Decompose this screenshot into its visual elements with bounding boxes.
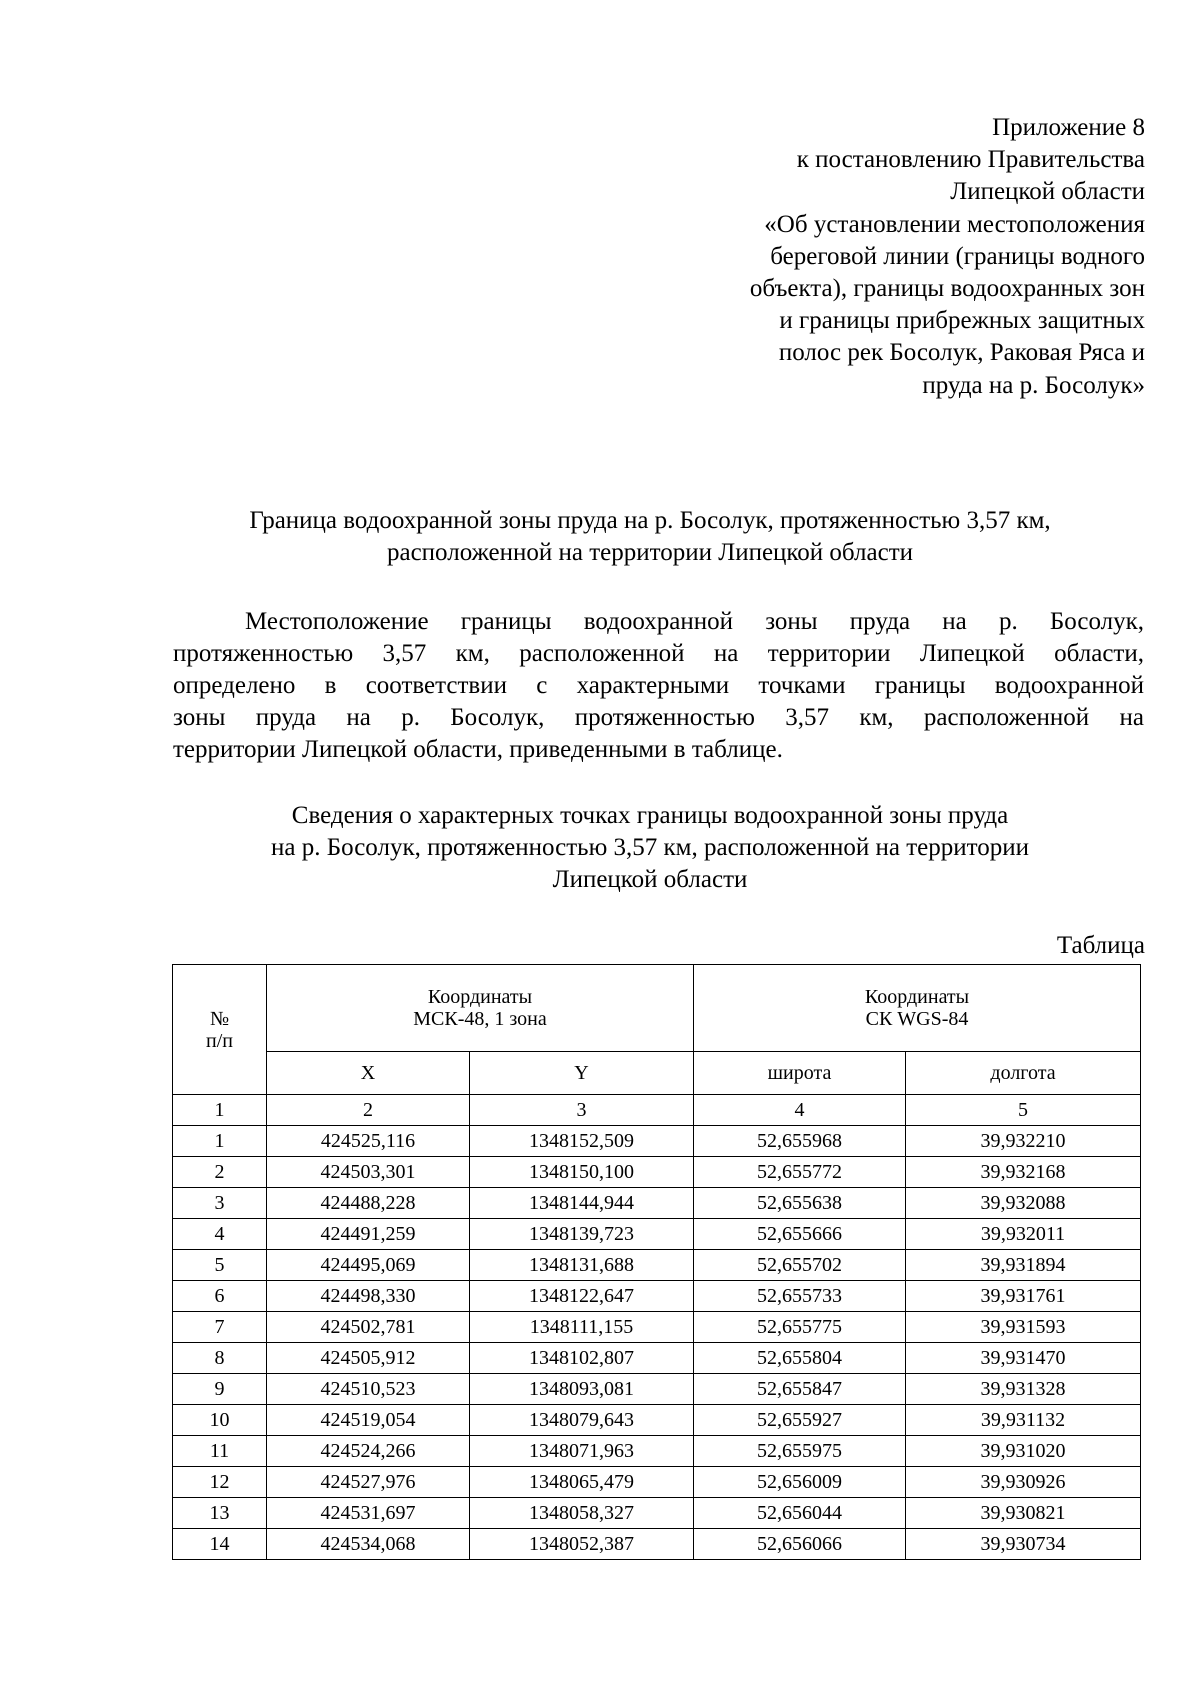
table-cell: 1348122,647 [470, 1281, 694, 1312]
paragraph-line: Местоположение границы водоохранной зоны пруда на р. Босолук, [245, 608, 1144, 635]
table-cell: 1348152,509 [470, 1126, 694, 1157]
column-number-cell: 4 [694, 1095, 906, 1126]
table-row [173, 1250, 1141, 1281]
table-cell: 1 [173, 1126, 267, 1157]
table-row [173, 1498, 1141, 1529]
table-cell: 424503,301 [267, 1157, 470, 1188]
table-cell: 52,655638 [694, 1188, 906, 1219]
table-cell: 4 [173, 1219, 267, 1250]
table-cell: 11 [173, 1436, 267, 1467]
table-cell: 52,655975 [694, 1436, 906, 1467]
table-cell: 1348093,081 [470, 1374, 694, 1405]
table-cell: 2 [173, 1157, 267, 1188]
coordinates-table [172, 964, 1141, 1560]
table-cell: 1348052,387 [470, 1529, 694, 1560]
table-cell: 39,931020 [906, 1436, 1141, 1467]
header-number: № п/п [173, 965, 267, 1095]
table-cell: 52,655666 [694, 1219, 906, 1250]
table-cell: 52,655772 [694, 1157, 906, 1188]
appendix-line: береговой линии (границы водного [770, 242, 1145, 270]
header-msk48: Координаты МСК-48, 1 зона [267, 965, 694, 1052]
table-cell: 424502,781 [267, 1312, 470, 1343]
table-cell: 424527,976 [267, 1467, 470, 1498]
table-cell: 1348150,100 [470, 1157, 694, 1188]
table-cell: 1348079,643 [470, 1405, 694, 1436]
table-row [173, 1219, 1141, 1250]
table-cell: 1348139,723 [470, 1219, 694, 1250]
table-row [173, 1281, 1141, 1312]
title-line-2: расположенной на территории Липецкой области [386, 539, 913, 566]
appendix-line: «Об установлении местоположения [764, 210, 1145, 238]
table-cell: 12 [173, 1467, 267, 1498]
table-cell: 52,655804 [694, 1343, 906, 1374]
appendix-line: и границы прибрежных защитных [779, 307, 1145, 335]
table-cell: 1348065,479 [470, 1467, 694, 1498]
table-row [173, 1405, 1141, 1436]
table-cell: 39,931894 [906, 1250, 1141, 1281]
header-latitude: широта [694, 1052, 906, 1095]
column-number-cell: 2 [267, 1095, 470, 1126]
table-cell: 39,931328 [906, 1374, 1141, 1405]
table-cell: 424498,330 [267, 1281, 470, 1312]
table-cell: 39,932088 [906, 1188, 1141, 1219]
caption-line-1: Сведения о характерных точках границы водоохранной зоны пруда [291, 802, 1009, 829]
appendix-line: пруда на р. Босолук» [922, 371, 1145, 399]
table-row [173, 1312, 1141, 1343]
table-cell: 1348071,963 [470, 1436, 694, 1467]
table-cell: 8 [173, 1343, 267, 1374]
column-number-cell: 5 [906, 1095, 1141, 1126]
caption-line-3: Липецкой области [552, 866, 748, 893]
table-cell: 6 [173, 1281, 267, 1312]
table-cell: 52,655847 [694, 1374, 906, 1405]
document-title [150, 505, 1150, 569]
table-cell: 39,930926 [906, 1467, 1141, 1498]
table-cell: 39,930734 [906, 1529, 1141, 1560]
appendix-line: объекта), границы водоохранных зон [749, 275, 1145, 303]
table-cell: 39,931132 [906, 1405, 1141, 1436]
table-row [173, 1467, 1141, 1498]
table-cell: 424488,228 [267, 1188, 470, 1219]
header-longitude: долгота [906, 1052, 1141, 1095]
table-cell: 7 [173, 1312, 267, 1343]
table-cell: 424491,259 [267, 1219, 470, 1250]
table-cell: 39,931470 [906, 1343, 1141, 1374]
title-line-1: Граница водоохранной зоны пруда на р. Босолук, протяженностью 3,57 км, [249, 507, 1051, 534]
table-row [173, 1436, 1141, 1467]
appendix-line: Липецкой области [950, 178, 1145, 206]
table-row [173, 1374, 1141, 1405]
table-cell: 1348144,944 [470, 1188, 694, 1219]
table-row [173, 1529, 1141, 1560]
table-row [173, 1157, 1141, 1188]
table-cell: 14 [173, 1529, 267, 1560]
paragraph-line: зоны пруда на р. Босолук, протяженностью 3,57 км, расположенной на [173, 704, 1144, 731]
table-cell: 5 [173, 1250, 267, 1281]
table-cell: 424510,523 [267, 1374, 470, 1405]
table-cell: 3 [173, 1188, 267, 1219]
body-paragraph [173, 606, 1144, 766]
table-cell: 424495,069 [267, 1250, 470, 1281]
table-cell: 52,655775 [694, 1312, 906, 1343]
table-cell: 424534,068 [267, 1529, 470, 1560]
appendix-heading [560, 112, 1145, 402]
table-cell: 424531,697 [267, 1498, 470, 1529]
column-number-cell: 3 [470, 1095, 694, 1126]
header-wgs84: Координаты СК WGS-84 [694, 965, 1141, 1052]
table-cell: 39,931761 [906, 1281, 1141, 1312]
table-cell: 52,656044 [694, 1498, 906, 1529]
table-cell: 424524,266 [267, 1436, 470, 1467]
table-row [173, 1188, 1141, 1219]
table-label: Таблица [1056, 932, 1145, 959]
table-cell: 1348131,688 [470, 1250, 694, 1281]
table-cell: 39,930821 [906, 1498, 1141, 1529]
table-cell: 424525,116 [267, 1126, 470, 1157]
paragraph-line: определено в соответствии с характерными точками границы водоохранной [173, 672, 1144, 699]
table-cell: 39,931593 [906, 1312, 1141, 1343]
appendix-line: к постановлению Правительства [796, 146, 1145, 174]
table-cell: 9 [173, 1374, 267, 1405]
paragraph-line: территории Липецкой области, приведенными в таблице. [173, 736, 783, 763]
table-body [173, 1126, 1141, 1560]
column-number-cell: 1 [173, 1095, 267, 1126]
table-cell: 1348058,327 [470, 1498, 694, 1529]
table-cell: 1348111,155 [470, 1312, 694, 1343]
table-cell: 39,932210 [906, 1126, 1141, 1157]
appendix-line: полос рек Босолук, Раковая Ряса и [778, 339, 1145, 367]
table-cell: 10 [173, 1405, 267, 1436]
table-cell: 52,655968 [694, 1126, 906, 1157]
appendix-line: Приложение 8 [992, 114, 1145, 141]
table-caption [150, 800, 1150, 896]
table-cell: 52,655702 [694, 1250, 906, 1281]
table-row [173, 1343, 1141, 1374]
table-cell: 52,655927 [694, 1405, 906, 1436]
table-cell: 1348102,807 [470, 1343, 694, 1374]
table-cell: 424519,054 [267, 1405, 470, 1436]
paragraph-line: протяженностью 3,57 км, расположенной на территории Липецкой области, [173, 640, 1144, 667]
table-cell: 39,932168 [906, 1157, 1141, 1188]
table-cell: 52,655733 [694, 1281, 906, 1312]
header-x: X [267, 1052, 470, 1095]
table-cell: 424505,912 [267, 1343, 470, 1374]
table-cell: 52,656009 [694, 1467, 906, 1498]
table-cell: 52,656066 [694, 1529, 906, 1560]
header-y: Y [470, 1052, 694, 1095]
table-cell: 13 [173, 1498, 267, 1529]
caption-line-2: на р. Босолук, протяженностью 3,57 км, расположенной на территории [271, 834, 1029, 861]
table-row [173, 1126, 1141, 1157]
table-cell: 39,932011 [906, 1219, 1141, 1250]
